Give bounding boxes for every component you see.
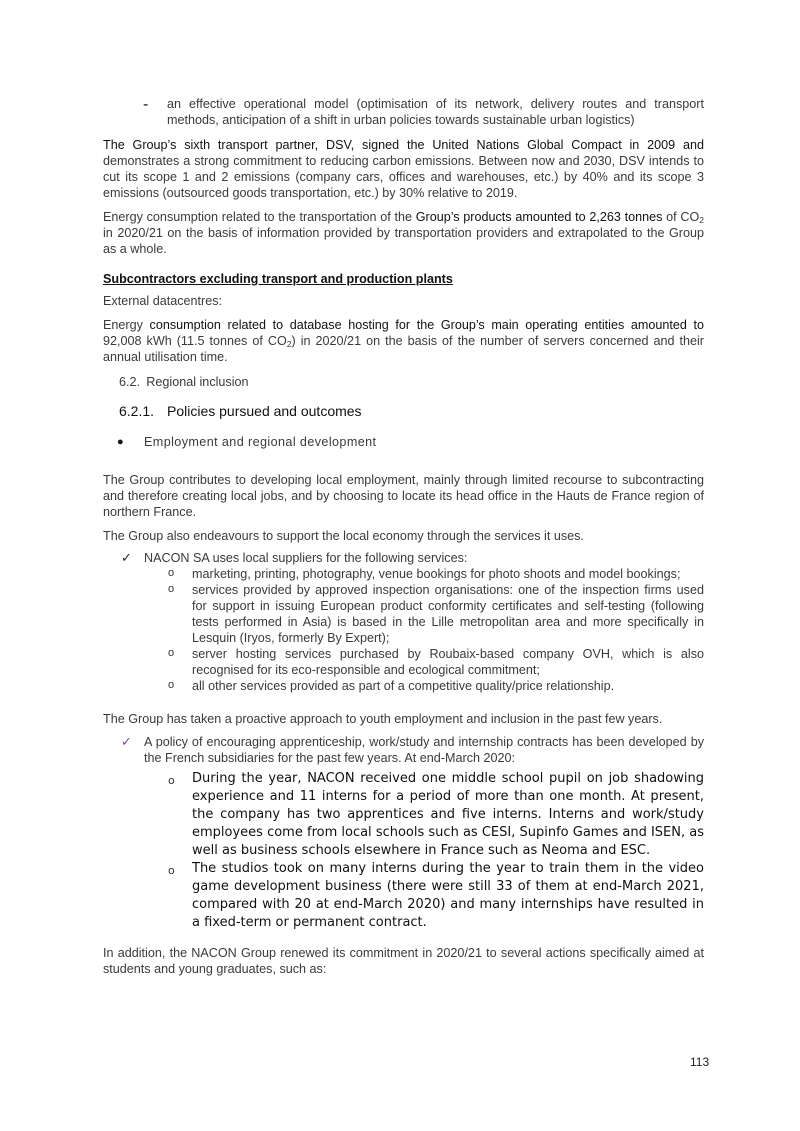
energy-transport-d: in 2020/21 on the basis of information provided by transportation providers and extrapolated to the Group as a whole. [103,226,704,256]
energy-hosting-paragraph [103,317,704,365]
dash-list-item [103,96,704,128]
apprenticeship-check-item [103,734,704,766]
circle-bullet-icon: o [168,774,175,787]
circle-bullet-icon: o [168,864,175,877]
list-item [103,566,704,582]
dsv-lead: The Group’s sixth transport partner, DSV, signed the United Nations Global Compact in 2009 and [103,138,704,152]
list-item-text: During the year, NACON received one middle school pupil on job shadowing experience and 11 interns for a period of more than one month. At present, the company has two apprentices and five interns. Interns and work/study employees come from local schools such as CESI, Supinfo Games and ISEN, as well as business schools elsewhere in France such as Neoma and ESC. [192,771,704,858]
bullet-dot: ● [117,436,125,448]
energy-transport-c: of CO [666,210,700,224]
list-item [103,646,704,678]
section-number: 6.2.1. [119,403,155,419]
energy-hosting-a: Energy [103,318,150,332]
energy-transport-b: Group’s products amounted to 2,263 tonnes [415,210,663,224]
dash-item-text: an effective operational model (optimisation of its network, delivery routes and transport methods, anticipation of a shift in urban policies towards sustainable urban logistics) [167,97,704,127]
suppliers-check-item [103,550,704,566]
list-item [103,860,704,932]
energy-hosting-c: 92,008 kWh (11.5 tonnes of CO [103,334,287,348]
circle-bullet-icon: o [168,679,175,691]
suppliers-list [103,566,704,694]
list-item [103,678,704,694]
list-item-text: server hosting services purchased by Roubaix-based company OVH, which is also recognised for its eco-responsible and ecological commitment; [192,647,704,677]
list-item-text: all other services provided as part of a competitive quality/price relationship. [192,679,615,693]
dsv-rest: demonstrates a strong commitment to reducing carbon emissions. Between now and 2030, DSV intends to cut its scope 1 and 2 emissions (company cars, offices and warehouses, etc.) by 40% and its scope 3 emissions (outsourced goods transportation, etc.) by 30% relative to 2019. [103,154,704,200]
co2-subscript: 2 [699,215,704,225]
local-employment-paragraph: The Group contributes to developing local employment, mainly through limited recourse to subcontracting and therefore creating local jobs, and by choosing to locate its head office in the Hauts de France region of northern France. [103,473,704,519]
energy-transport-a: Energy consumption related to the transportation of the [103,210,416,224]
section-6-2-1-heading [103,402,704,420]
list-item [103,582,704,646]
section-title: Policies pursued and outcomes [167,403,362,419]
subcontractors-heading: Subcontractors excluding transport and production plants [103,272,453,286]
energy-hosting-d: ) in 2020/21 on the basis of the number of servers concerned and their annual utilisation time. [103,334,704,364]
page-number: 113 [690,1055,710,1069]
dsv-paragraph [103,137,704,201]
checkmark-icon: ✓ [121,734,132,749]
circle-bullet-icon: o [168,583,175,595]
document-page [103,96,704,977]
energy-transport-paragraph [103,209,704,257]
employment-bullet [103,434,704,450]
youth-paragraph: The Group has taken a proactive approach to youth employment and inclusion in the past few years. [103,712,663,726]
section-6-2-heading: 6.2. Regional inclusion [119,375,249,389]
list-item [103,770,704,860]
local-economy-paragraph: The Group also endeavours to support the local economy through the services it uses. [103,529,584,543]
circle-bullet-icon: o [168,647,175,659]
list-item-text: marketing, printing, photography, venue bookings for photo shoots and model bookings; [192,567,681,581]
closing-paragraph: In addition, the NACON Group renewed its commitment in 2020/21 to several actions specifically aimed at students and young graduates, such as: [103,946,704,976]
list-item-text: The studios took on many interns during the year to train them in the video game development business (there were still 33 of them at end-March 2021, compared with 20 at end-March 2020) and many internships have resulted in a fixed-term or permanent contract. [192,861,704,930]
apprenticeship-intro: A policy of encouraging apprenticeship, work/study and internship contracts has been developed by the French subsidiaries for the past few years. At end-March 2020: [144,735,704,765]
datacentres-label: External datacentres: [103,294,223,308]
employment-bullet-text: Employment and regional development [144,435,377,449]
list-item-text: services provided by approved inspection organisations: one of the inspection firms used for support in issuing European product conformity certificates and self-testing (following tests performed in Asia) is based in the Lille metropolitan area and more specifically in Lesquin (Iryos, formerly By Expert); [192,583,704,645]
apprenticeship-list [103,770,704,932]
checkmark-icon: ✓ [121,550,132,565]
energy-hosting-b: consumption related to database hosting for the Group’s main operating entities amounted to [149,318,704,332]
circle-bullet-icon: o [168,567,175,579]
co2-subscript: 2 [286,339,292,349]
dash-marker: - [143,96,149,113]
suppliers-intro: NACON SA uses local suppliers for the following services: [144,551,468,565]
